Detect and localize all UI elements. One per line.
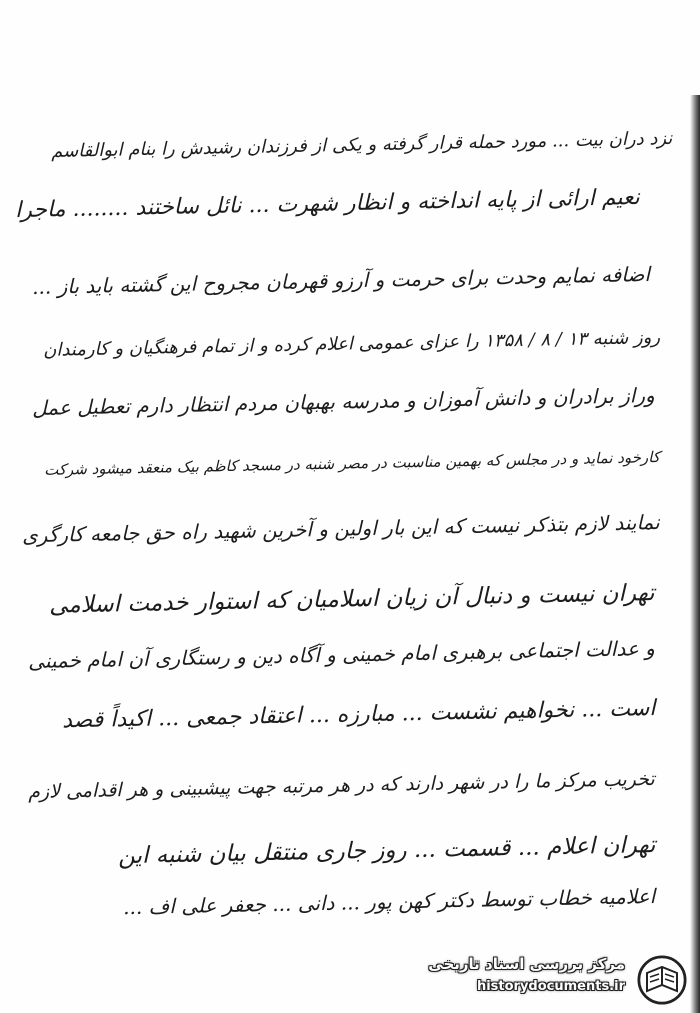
letter-line-2: نعیم ارائی از پایه انداخته و انظار شهرت ... نائل ساختند ........ ماجرا	[15, 185, 641, 224]
letter-line-3: اضافه نمایم وحدت برای حرمت و آرزو قهرمان مجروح این گشته باید باز ...	[31, 262, 651, 299]
scan-edge-shadow	[690, 95, 700, 1013]
letter-line-10: است ... نخواهیم نشست ... مبارزه ... اعتقاد جمعی ... اکیداً قصد	[61, 696, 656, 734]
letter-line-11: تخریب مرکز ما را در شهر دارند که در هر مرتبه جهت پیشبینی و هر اقدامی لازم	[28, 768, 656, 804]
letter-line-1: نزد دران بیت ... مورد حمله قرار گرفته و یکی از فرزندان رشیدش را بنام ابوالقاسم	[50, 128, 673, 163]
letter-line-12: تهران اعلام ... قسمت ... روز جاری منتقل بیان شنبه این	[117, 832, 656, 870]
letter-line-7: نمایند لازم بتذکر نیست که این بار اولین و آخرین شهید راه حق جامعه کارگری	[22, 510, 661, 548]
watermark-title: مرکز بررسی اسناد تاریخی	[428, 955, 625, 973]
archive-watermark	[408, 955, 693, 1005]
letter-line-8: تهران نیست و دنبال آن زیان اسلامیان که استوار خدمت اسلامی	[49, 580, 656, 619]
letter-line-5: وراز برادران و دانش آموزان و مدرسه بهبهان مردم انتظار دارم تعطیل عمل	[32, 383, 656, 421]
letter-line-6: کارخود نماید و در مجلس که بهمین مناسبت در مصر شنبه در مسجد کاظم بیک منعقد میشود شرکت	[44, 448, 661, 479]
letter-line-9: و عدالت اجتماعی برهبری امام خمینی و آگاه دین و رستگاری آن امام خمینی	[28, 636, 656, 674]
letter-line-13: اعلامیه خطاب توسط دکتر کهن پور ... دانی ... جعفر علی اف ...	[122, 884, 656, 920]
book-logo-icon	[635, 955, 689, 1005]
watermark-url: historydocuments.ir	[476, 979, 625, 994]
letter-line-4: روز شنبه ۱۳ / ۸ / ۱۳۵۸ را عزای عمومی اعلام کرده و از تمام فرهنگیان و کارمندان	[42, 327, 661, 361]
